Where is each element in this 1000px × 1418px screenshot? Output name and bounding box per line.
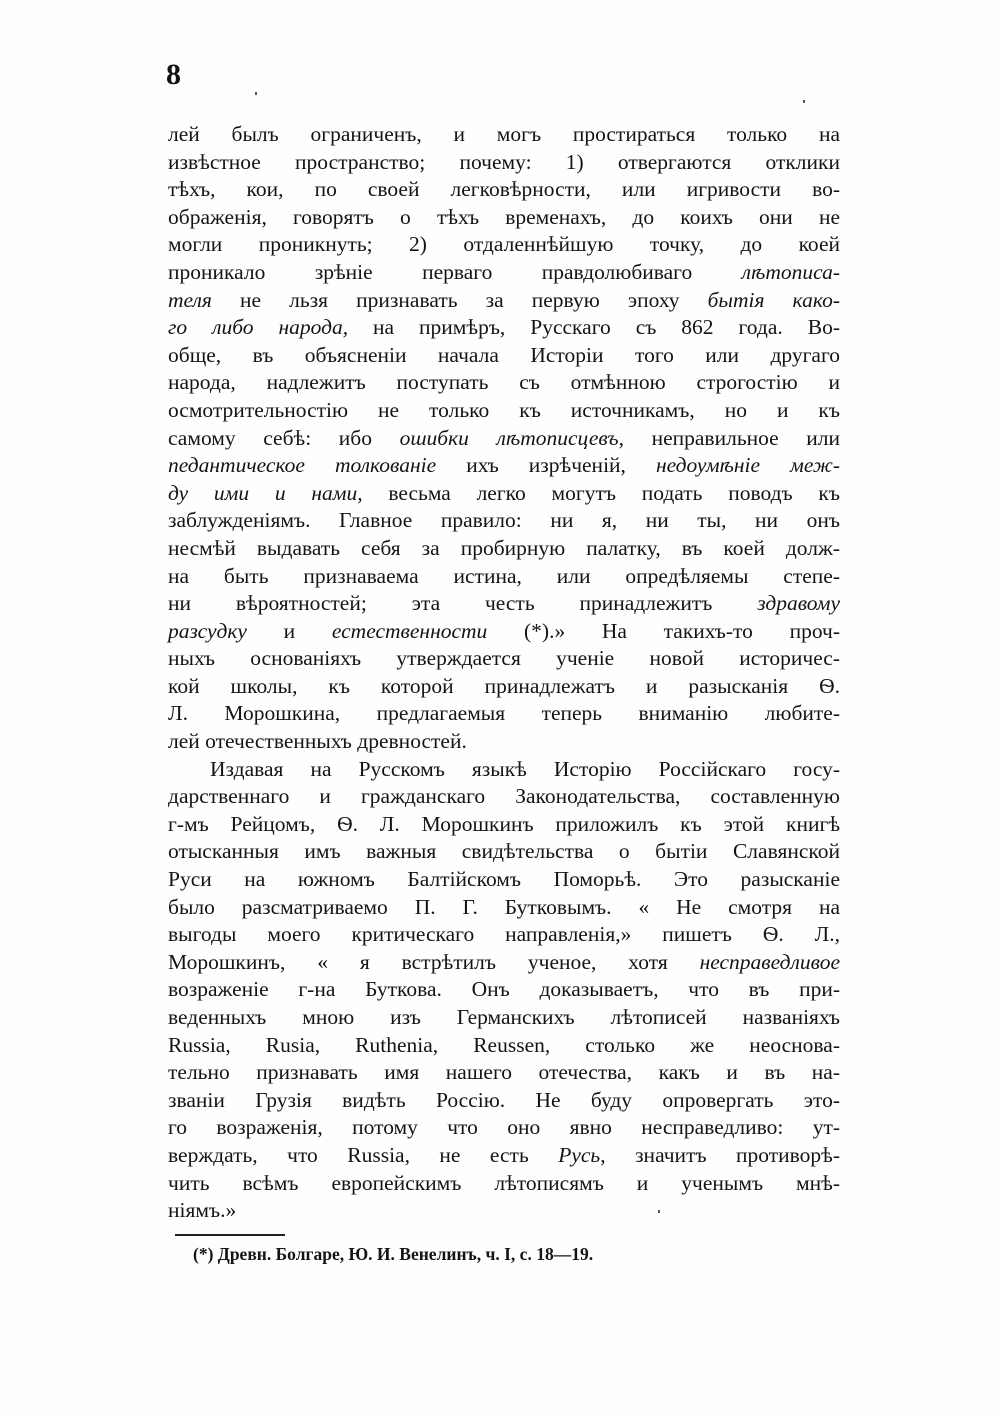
- text-line: [168, 1032, 840, 1060]
- italic-text: недоумѣніе меж-: [655, 453, 840, 478]
- footnote: (*) Древн. Болгаре, Ю. И. Венелинъ, ч. I, с. 18—19.: [193, 1244, 594, 1264]
- italic-text: бытія како-: [707, 287, 840, 312]
- text-span: лей былъ ограниченъ, и могъ простираться только на: [168, 122, 840, 146]
- text-line: [168, 618, 840, 646]
- text-line: [168, 645, 840, 673]
- text-line: [168, 204, 840, 232]
- text-line: [168, 700, 840, 728]
- text-line: [168, 673, 840, 701]
- italic-text: педантическое толкованіе: [168, 453, 437, 478]
- text-line: [168, 1004, 840, 1032]
- text-line: [168, 535, 840, 563]
- text-span: Руси на южномъ Балтійскомъ Поморьѣ. Это разысканіе: [168, 867, 840, 892]
- footnote-rule: [175, 1234, 285, 1236]
- text-line: [168, 425, 840, 453]
- text-line: [168, 342, 840, 370]
- italic-text: теля: [168, 287, 212, 312]
- text-span: (*).» На такихъ-то проч-: [487, 618, 840, 643]
- text-line: [168, 314, 840, 342]
- text-span: было разсматриваемо П. Г. Бутковымъ. « Не смотря на: [168, 894, 840, 919]
- text-line: [168, 1059, 840, 1087]
- text-span: и: [246, 618, 332, 643]
- text-span: ніямъ.»: [168, 1198, 237, 1223]
- italic-text: несправедливое: [699, 949, 840, 974]
- text-line: [168, 756, 840, 784]
- text-span: могли проникнуть; 2) отдаленнѣйшую точку, до коей: [168, 232, 840, 257]
- italic-text: здравому: [757, 591, 840, 616]
- text-span: возраженіе г-на Буткова. Онъ доказываетъ, что въ при-: [168, 977, 840, 1002]
- text-span: извѣстное пространство; почему: 1) отвергаются отклики: [168, 149, 840, 174]
- text-line: [168, 976, 840, 1004]
- italic-text: разсудку: [168, 618, 247, 643]
- text-line: [168, 149, 840, 177]
- text-line: [168, 507, 840, 535]
- italic-text: ду ими и нами,: [168, 480, 363, 505]
- text-line: [168, 1114, 840, 1142]
- text-span: весьма легко могутъ подать поводъ къ: [362, 480, 840, 505]
- italic-text: Русь: [558, 1142, 601, 1167]
- text-span: Издавая на Русскомъ языкѣ Исторію Россійскаго госу-: [210, 756, 840, 781]
- italic-text: го либо народа,: [168, 315, 349, 340]
- italic-text: лѣтописа-: [741, 259, 840, 284]
- text-span: , значитъ противорѣ-: [600, 1142, 840, 1167]
- text-line: [168, 921, 840, 949]
- text-line: [168, 480, 840, 508]
- text-line: [168, 1142, 840, 1170]
- text-line: [168, 231, 840, 259]
- text-span: народа, надлежитъ поступать съ отмѣнною строгостію и: [168, 370, 840, 395]
- text-span: ныхъ основаніяхъ утверждается ученіе новой историчес-: [168, 646, 840, 671]
- text-span: дарственнаго и гражданскаго Законодательства, составленную: [168, 784, 840, 809]
- text-span: г-мъ Рейцомъ, Ѳ. Л. Морошкинъ приложилъ къ этой книгѣ: [168, 811, 840, 836]
- print-speck: [803, 100, 805, 103]
- text-span: званіи Грузія видѣть Россію. Не буду опровергать это-: [168, 1087, 840, 1112]
- print-speck: [255, 92, 257, 95]
- text-span: тѣхъ, кои, по своей легковѣрности, или игривости во-: [168, 177, 840, 202]
- text-span: ображенія, говорятъ о тѣхъ временахъ, до коихъ они не: [168, 204, 840, 229]
- italic-text: естественности: [331, 618, 488, 643]
- text-line: [168, 397, 840, 425]
- text-line: [168, 259, 840, 287]
- text-span: самому себѣ: ибо: [168, 425, 400, 450]
- text-span: отысканныя имъ важныя свидѣтельства о бытіи Славянской: [168, 839, 840, 864]
- text-span: веденныхъ мною изъ Германскихъ лѣтописей названіяхъ: [168, 1005, 840, 1029]
- text-line: [168, 590, 840, 618]
- text-span: не льзя признавать за первую эпоху: [211, 287, 708, 312]
- text-span: ни вѣроятностей; эта честь принадлежитъ: [168, 591, 758, 616]
- text-line: [168, 949, 840, 977]
- text-line: [168, 563, 840, 591]
- text-span: Russia, Rusia, Ruthenia, Reussen, столько же неоснова-: [168, 1032, 840, 1057]
- text-span: на примѣръ, Русскаго съ 862 года. Во-: [348, 315, 840, 340]
- text-line: [168, 728, 840, 756]
- text-span: заблужденіямъ. Главное правило: ни я, ни ты, ни онъ: [168, 508, 840, 533]
- text-span: го возраженія, потому что оно явно несправедливо: ут-: [168, 1115, 840, 1140]
- text-line: [168, 783, 840, 811]
- text-span: чить всѣмъ европейскимъ лѣтописямъ и ученымъ мнѣ-: [168, 1170, 840, 1195]
- text-line: [168, 176, 840, 204]
- text-line: [168, 121, 840, 149]
- text-span: , неправильное или: [618, 425, 841, 450]
- text-span: лей отечественныхъ древностей.: [168, 729, 467, 754]
- text-line: [168, 866, 840, 894]
- text-span: осмотрительностію не только къ источникамъ, но и къ: [168, 397, 840, 422]
- text-line: [168, 287, 840, 315]
- text-line: [168, 811, 840, 839]
- text-span: на быть признаваема истина, или опредѣляемы степе-: [168, 563, 840, 588]
- text-line: [168, 1197, 840, 1225]
- text-line: [168, 1170, 840, 1198]
- text-span: верждать, что Russia, не есть: [168, 1142, 559, 1167]
- italic-text: ошибки лѣтописцевъ: [399, 425, 619, 450]
- text-span: проникало зрѣніе перваго правдолюбиваго: [168, 259, 742, 284]
- text-line: [168, 894, 840, 922]
- text-line: [168, 1087, 840, 1115]
- text-span: Л. Морошкина, предлагаемыя теперь вниманію любите-: [168, 701, 840, 726]
- text-span: Морошкинъ, « я встрѣтилъ ученое, хотя: [168, 949, 700, 974]
- page-body: [168, 121, 840, 1225]
- text-line: [168, 452, 840, 480]
- text-span: ихъ изрѣченій,: [436, 453, 656, 478]
- text-span: тельно признавать имя нашего отечества, какъ и въ на-: [168, 1060, 840, 1085]
- text-line: [168, 838, 840, 866]
- text-span: несмѣй выдавать себя за пробирную палатку, въ коей долж-: [168, 535, 840, 560]
- page-number: 8: [166, 58, 181, 91]
- text-span: обще, въ объясненіи начала Исторіи того или другаго: [168, 342, 840, 367]
- text-span: выгоды моего критическаго направленія,» пишетъ Ѳ. Л.,: [168, 922, 840, 947]
- text-line: [168, 369, 840, 397]
- text-span: кой школы, къ которой принадлежатъ и разысканія Ѳ.: [168, 673, 840, 698]
- print-speck: [658, 1210, 660, 1213]
